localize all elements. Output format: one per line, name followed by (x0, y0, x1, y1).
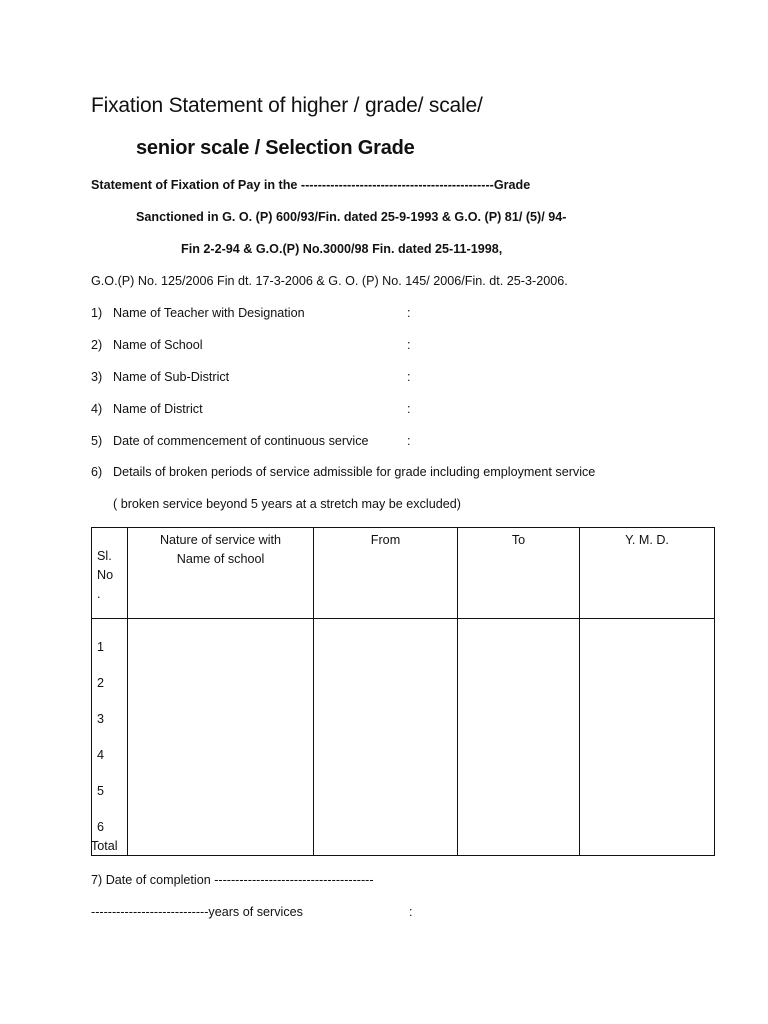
sl-head-line: Sl. (97, 549, 112, 563)
item-label: Name of Teacher with Designation (113, 306, 305, 320)
ymd-head-text: Y. M. D. (625, 533, 669, 547)
row-number: 4 (97, 748, 105, 762)
from-cell[interactable] (314, 619, 458, 856)
title-line-1: Fixation Statement of higher / grade/ scale/ (91, 94, 483, 117)
sl-head-line: No (97, 568, 114, 582)
row-number: 2 (97, 676, 105, 690)
sl-head-line: . (97, 587, 101, 601)
item-label: Name of School (113, 338, 203, 352)
sanction-line-2: Fin 2-2-94 & G.O.(P) No.3000/98 Fin. dated 25-11-1998, (181, 242, 503, 256)
table-row (92, 619, 715, 856)
item-teacher-name (91, 306, 305, 320)
item-colon: : (407, 338, 411, 352)
table-header-row (92, 528, 715, 619)
item-label: Name of Sub-District (113, 370, 230, 384)
nature-head-line-1: Nature of service with (159, 533, 282, 547)
ymd-header (580, 528, 715, 619)
from-head-text: From (370, 533, 401, 547)
nature-cell[interactable] (128, 619, 314, 856)
item-colon: : (407, 306, 411, 320)
item-colon: : (407, 370, 411, 384)
item-commencement-date (91, 434, 369, 448)
sanction-line-1: Sanctioned in G. O. (P) 600/93/Fin. dated 25-9-1993 & G.O. (P) 81/ (5)/ 94- (136, 210, 567, 224)
to-header (458, 528, 580, 619)
years-colon: : (409, 905, 413, 919)
item-number: 6) (91, 465, 103, 479)
item-label: Date of commencement of continuous service (113, 434, 369, 448)
item-completion-date: 7) Date of completion -------------------------------------- (91, 873, 374, 887)
to-head-text: To (511, 533, 526, 547)
sl-no-header (92, 528, 128, 619)
row-number: 3 (97, 712, 105, 726)
years-of-service-line: ----------------------------years of services (91, 905, 303, 919)
item-number: 5) (91, 434, 103, 448)
item-school-name (91, 338, 203, 352)
item-label: Details of broken periods of service admissible for grade including employment service (113, 465, 596, 479)
item-colon: : (407, 402, 411, 416)
row-number: 5 (97, 784, 105, 798)
item-colon: : (407, 434, 411, 448)
title-line-2: senior scale / Selection Grade (136, 137, 415, 159)
from-header (314, 528, 458, 619)
total-label: Total (91, 839, 118, 853)
nature-head-line-2: Name of school (176, 552, 265, 566)
nature-of-service-header (128, 528, 314, 619)
item-number: 2) (91, 338, 103, 352)
item-broken-periods (91, 465, 595, 479)
ymd-cell[interactable] (580, 619, 715, 856)
row-number: 6 (97, 820, 105, 834)
item-label: Name of District (113, 402, 203, 416)
item-sub-district (91, 370, 229, 384)
item-number: 1) (91, 306, 103, 320)
item-number: 3) (91, 370, 103, 384)
item6-note: ( broken service beyond 5 years at a stretch may be excluded) (113, 497, 461, 511)
service-table (91, 527, 715, 856)
item-number: 4) (91, 402, 103, 416)
sl-no-cell (92, 619, 128, 856)
item-district (91, 402, 203, 416)
statement-line: Statement of Fixation of Pay in the ----------------------------------------------Grade (91, 178, 531, 192)
row-number: 1 (97, 640, 105, 654)
to-cell[interactable] (458, 619, 580, 856)
go-line: G.O.(P) No. 125/2006 Fin dt. 17-3-2006 & G. O. (P) No. 145/ 2006/Fin. dt. 25-3-2006. (91, 274, 568, 288)
